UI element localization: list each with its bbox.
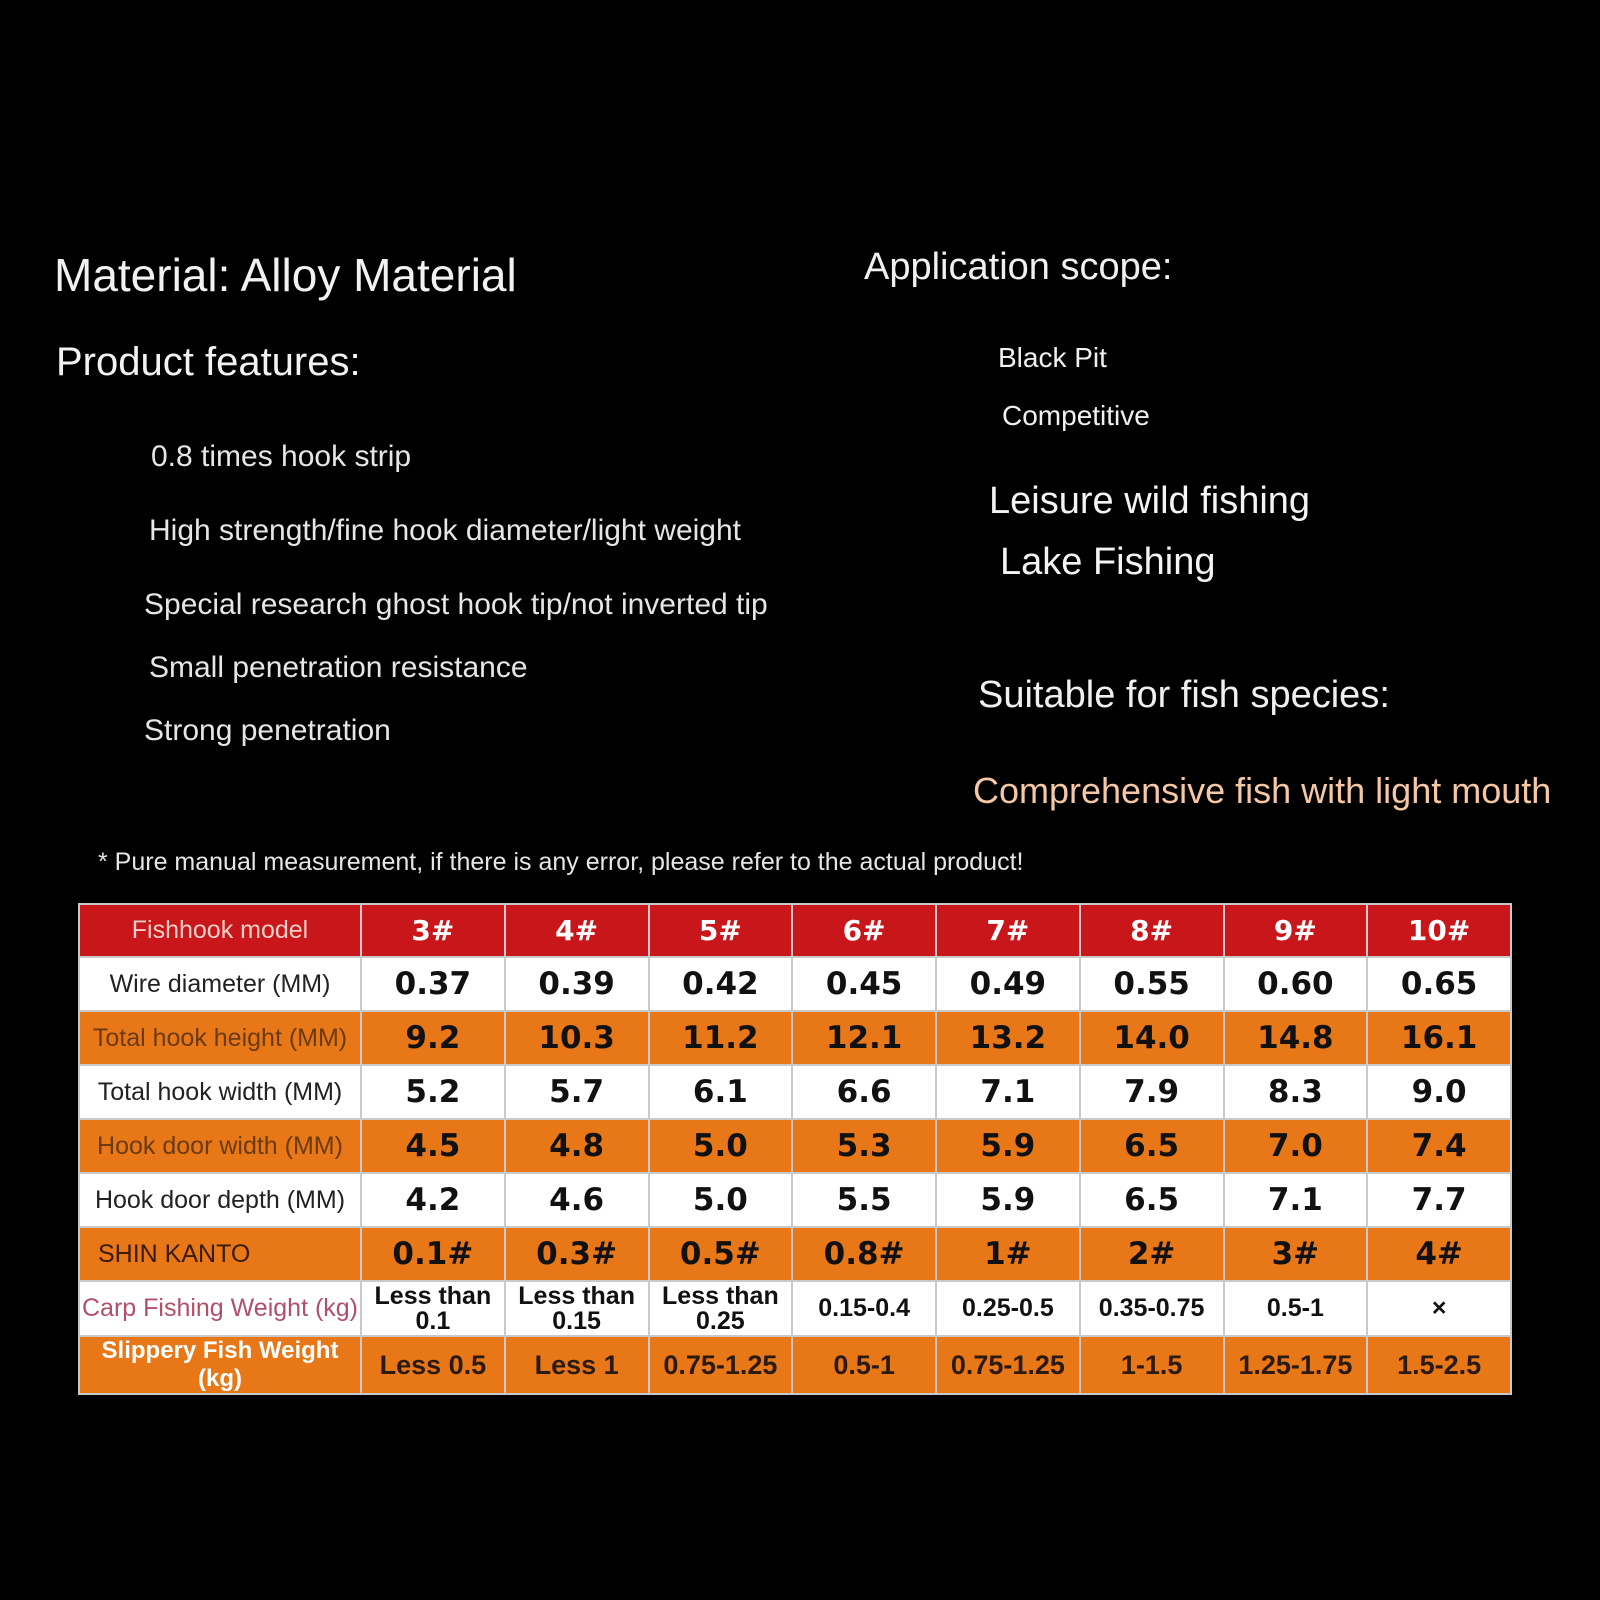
table-row: [79, 1227, 1511, 1281]
table-cell: 7.1: [936, 1065, 1080, 1119]
species-title: Suitable for fish species:: [978, 674, 1390, 716]
table-cell: 6.5: [1080, 1119, 1224, 1173]
table-cell: Less than 0.25: [649, 1281, 793, 1336]
row-label: Total hook width (MM): [79, 1065, 361, 1119]
table-cell: 12.1: [792, 1011, 936, 1065]
table-cell: Less 0.5: [361, 1336, 505, 1394]
table-cell: 14.8: [1224, 1011, 1368, 1065]
table-cell: 6.6: [792, 1065, 936, 1119]
table-cell: 5.0: [649, 1173, 793, 1227]
table-cell: 0.60: [1224, 957, 1368, 1011]
table-cell: 0.37: [361, 957, 505, 1011]
table-cell: 0.35-0.75: [1080, 1281, 1224, 1336]
table-cell: 0.65: [1367, 957, 1511, 1011]
table-cell: 2#: [1080, 1227, 1224, 1281]
table-cell: 5.3: [792, 1119, 936, 1173]
table-cell: 6.5: [1080, 1173, 1224, 1227]
header-cell: 8#: [1080, 904, 1224, 957]
table-cell: 1.25-1.75: [1224, 1336, 1368, 1394]
row-label: Total hook height (MM): [79, 1011, 361, 1065]
header-cell: 10#: [1367, 904, 1511, 957]
table-cell: 4.5: [361, 1119, 505, 1173]
table-row: [79, 1065, 1511, 1119]
row-label: Hook door depth (MM): [79, 1173, 361, 1227]
header-cell: 9#: [1224, 904, 1368, 957]
application-item: Leisure wild fishing: [989, 480, 1311, 522]
table-cell: 0.49: [936, 957, 1080, 1011]
table-cell: 0.15-0.4: [792, 1281, 936, 1336]
table-cell: 0.55: [1080, 957, 1224, 1011]
table-cell: 0.1#: [361, 1227, 505, 1281]
feature-item: 0.8 times hook strip: [151, 440, 412, 473]
table-cell: 1-1.5: [1080, 1336, 1224, 1394]
species-value: Comprehensive fish with light mouth: [973, 770, 1552, 811]
application-item: Lake Fishing: [1000, 541, 1216, 583]
table-row: [79, 1336, 1511, 1394]
feature-item: Strong penetration: [144, 714, 391, 747]
table-cell: ×: [1367, 1281, 1511, 1336]
table-cell: 0.5#: [649, 1227, 793, 1281]
table-cell: 5.0: [649, 1119, 793, 1173]
table-cell: 5.9: [936, 1119, 1080, 1173]
header-cell: 4#: [505, 904, 649, 957]
table-cell: 7.9: [1080, 1065, 1224, 1119]
table-cell: 0.5-1: [792, 1336, 936, 1394]
application-item: Competitive: [1002, 400, 1150, 431]
table-cell: Less 1: [505, 1336, 649, 1394]
table-row: [79, 1173, 1511, 1227]
table-cell: 1#: [936, 1227, 1080, 1281]
table-header-row: [79, 904, 1511, 957]
table-cell: 7.1: [1224, 1173, 1368, 1227]
table-row: [79, 1119, 1511, 1173]
table-cell: 4.6: [505, 1173, 649, 1227]
table-cell: 13.2: [936, 1011, 1080, 1065]
fishhook-spec-table: [78, 903, 1512, 1395]
table-cell: Less than 0.1: [361, 1281, 505, 1336]
header-cell: 7#: [936, 904, 1080, 957]
table-cell: 0.75-1.25: [936, 1336, 1080, 1394]
table-cell: 0.8#: [792, 1227, 936, 1281]
table-row: [79, 1281, 1511, 1336]
table-cell: 7.0: [1224, 1119, 1368, 1173]
application-title: Application scope:: [864, 246, 1173, 288]
table-cell: 8.3: [1224, 1065, 1368, 1119]
table-cell: 5.2: [361, 1065, 505, 1119]
table-cell: 7.7: [1367, 1173, 1511, 1227]
features-title: Product features:: [56, 340, 361, 384]
row-label: Slippery Fish Weight (kg): [79, 1336, 361, 1394]
table-cell: 0.75-1.25: [649, 1336, 793, 1394]
table-cell: 9.0: [1367, 1065, 1511, 1119]
table-cell: 7.4: [1367, 1119, 1511, 1173]
row-label: Carp Fishing Weight (kg): [79, 1281, 361, 1336]
table-cell: 3#: [1224, 1227, 1368, 1281]
table-cell: 14.0: [1080, 1011, 1224, 1065]
table-cell: 5.9: [936, 1173, 1080, 1227]
table-row: [79, 1011, 1511, 1065]
header-cell: 5#: [649, 904, 793, 957]
row-label: SHIN KANTO: [79, 1227, 361, 1281]
table-cell: 4.2: [361, 1173, 505, 1227]
table-cell: 4#: [1367, 1227, 1511, 1281]
table-cell: 0.25-0.5: [936, 1281, 1080, 1336]
row-label: Wire diameter (MM): [79, 957, 361, 1011]
row-label: Hook door width (MM): [79, 1119, 361, 1173]
table-cell: 0.5-1: [1224, 1281, 1368, 1336]
table-cell: 6.1: [649, 1065, 793, 1119]
table-cell: 9.2: [361, 1011, 505, 1065]
header-cell: 3#: [361, 904, 505, 957]
table-row: [79, 957, 1511, 1011]
table-cell: 1.5-2.5: [1367, 1336, 1511, 1394]
table-cell: 0.42: [649, 957, 793, 1011]
feature-item: High strength/fine hook diameter/light weight: [149, 514, 742, 547]
application-item: Black Pit: [998, 342, 1107, 373]
table-cell: 11.2: [649, 1011, 793, 1065]
header-cell: Fishhook model: [79, 904, 361, 957]
table-cell: 5.5: [792, 1173, 936, 1227]
feature-item: Small penetration resistance: [149, 651, 528, 684]
table-cell: 4.8: [505, 1119, 649, 1173]
table-cell: 10.3: [505, 1011, 649, 1065]
table-cell: 5.7: [505, 1065, 649, 1119]
table-cell: Less than 0.15: [505, 1281, 649, 1336]
measurement-note: * Pure manual measurement, if there is any error, please refer to the actual product!: [98, 848, 1024, 876]
table-cell: 0.3#: [505, 1227, 649, 1281]
material-heading: Material: Alloy Material: [54, 249, 517, 301]
feature-item: Special research ghost hook tip/not inverted tip: [144, 588, 768, 621]
table-cell: 16.1: [1367, 1011, 1511, 1065]
table-cell: 0.39: [505, 957, 649, 1011]
table-cell: 0.45: [792, 957, 936, 1011]
header-cell: 6#: [792, 904, 936, 957]
